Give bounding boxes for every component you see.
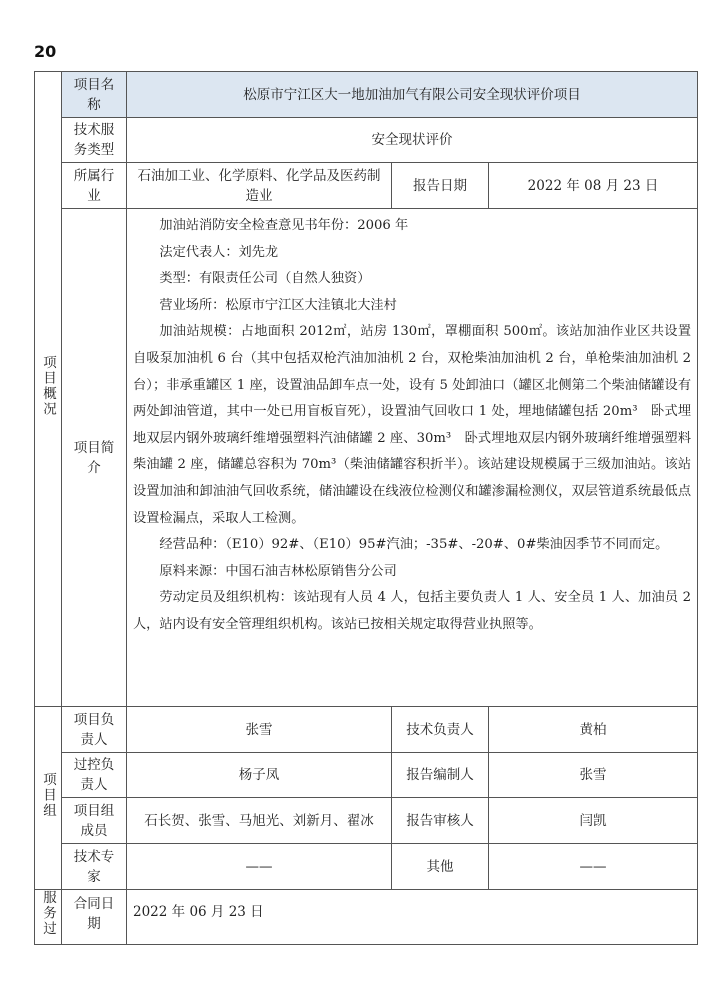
team-row-value: 张雪 <box>127 707 392 753</box>
intro-paragraph: 加油站消防安全检查意见书年份：2006 年 <box>159 218 409 233</box>
intro-paragraph: 加油站规模：占地面积 2012㎡，站房 130㎡，罩棚面积 500㎡。该站加油作业区共设置自吸泵加油机 6 台（其中包括双枪汽油加油机 2 台，双枪柴油加油机 2 台，单枪柴油加油机 2 台）；非承重罐区 1 座，设置油品卸车点一处，设有 5 处卸油口（罐区北侧第二个柴油储罐设有两处卸油管道，其中一处已用盲板盲死），设置油气回收口 1 处，埋地储罐包括 20m³ 卧式埋地双层内钢外玻璃纤维增强塑料汽油储罐 2 座、30m³ 卧式埋地双层内钢外玻璃纤维增强塑料柴油罐 2 座，储罐总容积为 70m³（柴油储罐容积折半）。该站建设规模属于三级加油站。该站设置加油和卸油油气回收系统，储油罐设在线液位检测仪和罐渗漏检测仪，双层管道系统最低点设置检漏点，采取人工检测。 <box>133 324 692 526</box>
report-date-label: 报告日期 <box>392 163 489 209</box>
team-row-label2: 报告审核人 <box>392 798 489 844</box>
intro-paragraph: 经营品种：（E10）92#、（E10）95#汽油；-35#、-20#、0#柴油因季节不同而定。 <box>159 537 669 553</box>
project-intro <box>127 209 698 707</box>
team-row-value2: —— <box>489 844 698 890</box>
team-row-value: —— <box>127 844 392 890</box>
team-row-label2: 技术负责人 <box>392 707 489 753</box>
intro-paragraph: 类型：有限责任公司（自然人独资） <box>159 271 371 287</box>
project-info-table <box>34 71 698 945</box>
contract-date-label: 合同日期 <box>62 890 127 945</box>
intro-paragraph: 营业场所：松原市宁江区大洼镇北大洼村 <box>159 297 397 313</box>
intro-paragraph: 原料来源：中国石油吉林松原销售分公司 <box>159 563 397 579</box>
team-row-value: 石长贺、张雪、马旭光、刘新月、翟冰 <box>127 798 392 844</box>
team-section-label: 项目组 <box>35 707 62 890</box>
intro-paragraph: 法定代表人：刘先龙 <box>159 244 279 260</box>
overview-section-label: 项目概况 <box>35 72 62 707</box>
team-row-value: 杨子凤 <box>127 753 392 798</box>
team-row-label2: 其他 <box>392 844 489 890</box>
intro-label: 项目简介 <box>62 209 127 707</box>
project-name: 松原市宁江区大一地加油加气有限公司安全现状评价项目 <box>127 72 698 118</box>
intro-paragraph: 劳动定员及组织机构：该站现有人员 4 人，包括主要负责人 1 人、安全员 1 人、加油员 2 人，站内设有安全管理组织机构。该站已按相关规定取得营业执照等。 <box>133 590 692 632</box>
team-row-label: 过控负责人 <box>62 753 127 798</box>
team-row-value2: 张雪 <box>489 753 698 798</box>
team-row-label2: 报告编制人 <box>392 753 489 798</box>
team-row-label: 项目负责人 <box>62 707 127 753</box>
report-date: 2022 年 08 月 23 日 <box>489 163 698 209</box>
team-row-value2: 黄柏 <box>489 707 698 753</box>
industry: 石油加工业、化学原料、化学品及医药制造业 <box>127 163 392 209</box>
service-type: 安全现状评价 <box>127 118 698 163</box>
industry-label: 所属行业 <box>62 163 127 209</box>
team-row-label: 技术专家 <box>62 844 127 890</box>
project-name-label: 项目名称 <box>62 72 127 118</box>
contract-date: 2022 年 06 月 23 日 <box>127 890 698 945</box>
team-row-label: 项目组成员 <box>62 798 127 844</box>
page-number: 20 <box>34 42 57 61</box>
service-section-label: 服务过 <box>35 890 62 945</box>
service-type-label: 技术服务类型 <box>62 118 127 163</box>
team-row-value2: 闫凯 <box>489 798 698 844</box>
